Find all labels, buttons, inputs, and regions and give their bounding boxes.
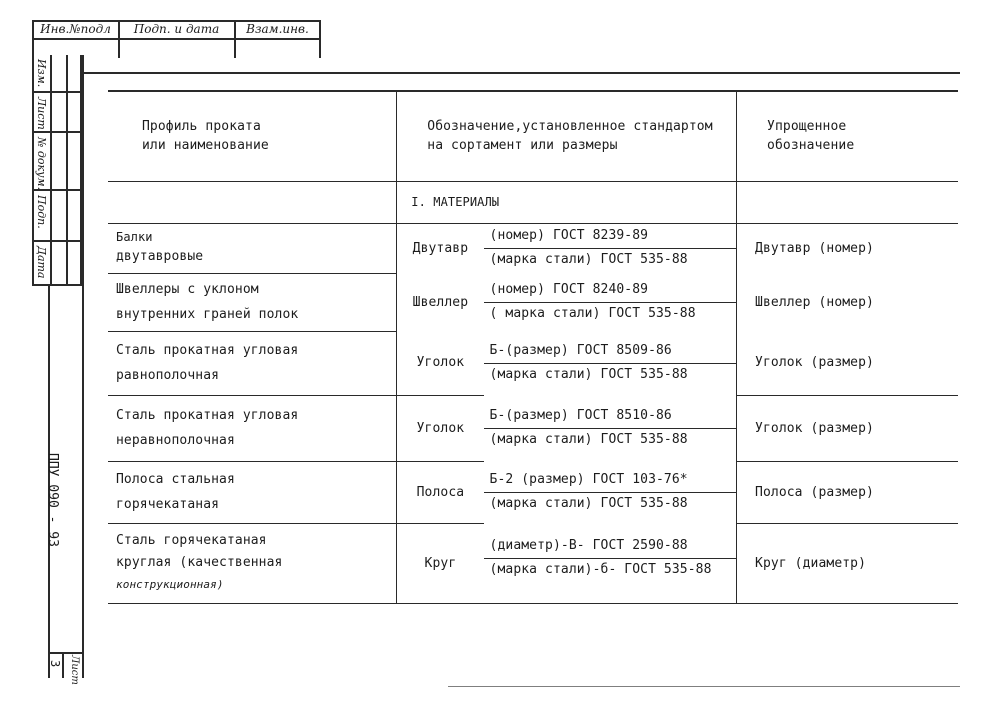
row-abbr: Круг [397,523,484,603]
sheet-box-divider [62,652,64,678]
row-name-line2: горячекатаная [116,497,220,512]
vzam-inv-label: Взам.инв. [246,22,309,36]
table-row [108,331,958,395]
row-numerator: (номер) ГОСТ 8240-89 [484,280,737,303]
side-label-izm: Изм. [35,59,48,88]
row-numerator: (номер) ГОСТ 8239-89 [484,226,737,249]
materials-table [108,90,958,604]
side-label-podp: Подп. [35,195,48,229]
row-name-line1: Сталь прокатная угловая [116,408,299,423]
row-simplified: Швеллер (номер) [737,273,958,331]
header-profile: Профиль проката или наименование [142,119,269,154]
row-denominator: ( марка стали) ГОСТ 535-88 [489,306,696,321]
row-numerator: Б-(размер) ГОСТ 8509-86 [484,341,737,364]
row-name-line2: внутренних граней полок [116,307,299,322]
row-abbr: Уголок [397,395,484,461]
frame-top-line [82,72,960,74]
sheet-number: 3 [48,660,62,668]
row-denominator: (марка стали) ГОСТ 535-88 [489,496,688,511]
table-row [108,395,958,461]
row-denominator: (марка стали) ГОСТ 535-88 [489,367,688,382]
row-numerator: (диаметр)-В- ГОСТ 2590-88 [484,536,737,559]
row-name-line1: Балки [116,230,153,244]
row-name-line2: круглая (качественная [116,555,283,570]
row-abbr: Двутавр [397,223,484,273]
document-code: ППУ 090 - 93 [45,453,60,547]
row-simplified: Двутавр (номер) [737,223,958,273]
inv-podl-label: Инв.№подл [40,22,111,36]
top-stamp [32,20,320,58]
row-abbr: Полоса [397,461,484,523]
table-row [108,523,958,603]
row-simplified: Полоса (размер) [737,461,958,523]
header-simplified: Упрощенное обозначение [767,119,855,154]
row-name-line3: конструкционная) [116,578,224,591]
row-numerator: Б-(размер) ГОСТ 8510-86 [484,406,737,429]
frame-inner-line [82,55,84,678]
row-name-line1: Полоса стальная [116,472,235,487]
row-simplified: Круг (диаметр) [737,523,958,603]
podp-data-label: Подп. и дата [133,22,220,36]
header-designation: Обозначение,установленное стандартом на сортамент или размеры [427,119,713,154]
table-row [108,223,958,273]
table-header-row [108,91,958,181]
row-name-line2: равнополочная [116,368,220,383]
row-simplified: Уголок (размер) [737,395,958,461]
sheet-label: Лист [69,655,80,685]
row-name-line2: неравнополочная [116,433,235,448]
row-simplified: Уголок (размер) [737,331,958,395]
sheet-box-top [48,652,82,654]
row-denominator: (марка стали)-б- ГОСТ 535-88 [489,561,712,577]
table-row [108,273,958,331]
row-name-line2: двутавровые [116,249,204,264]
row-numerator: Б-2 (размер) ГОСТ 103-76* [484,470,737,493]
side-label-data: Дата [35,246,48,279]
side-label-list: Лист [35,97,48,130]
row-denominator: (марка стали) ГОСТ 535-88 [489,432,688,447]
section-title: I. МАТЕРИАЛЫ [397,181,737,223]
row-abbr: Швеллер [397,273,484,331]
row-name-line1: Швеллеры с уклоном [116,282,259,297]
bottom-rule [448,686,960,687]
side-label-dokum: № докум. [35,137,48,191]
row-denominator: (марка стали) ГОСТ 535-88 [489,252,688,268]
table-row [108,461,958,523]
row-name-line1: Сталь горячекатаная [116,533,267,548]
row-name-line1: Сталь прокатная угловая [116,343,299,358]
section-row [108,181,958,223]
row-abbr: Уголок [397,331,484,395]
